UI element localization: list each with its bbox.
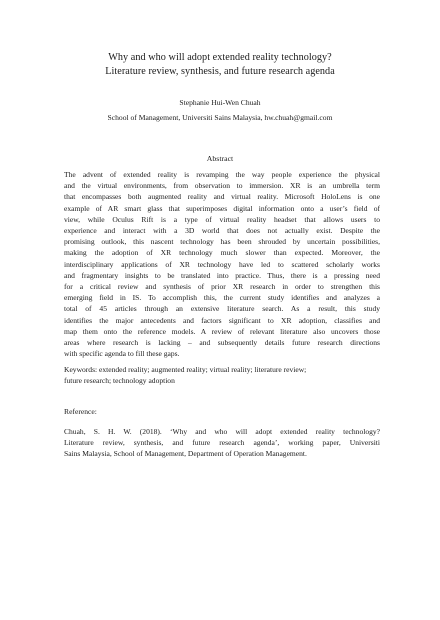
abstract-line: experience and interact with a 3D world that does not actually exist. Despite the xyxy=(64,226,380,236)
reference-line: Literature review, synthesis, and future research agenda’, working paper, Universiti xyxy=(64,438,380,448)
reference-heading: Reference: xyxy=(64,407,97,416)
keywords-line: Keywords: extended reality; augmented reality; virtual reality; literature review; xyxy=(64,365,307,374)
abstract-line: making the adoption of XR technology much slower than expected. Moreover, the xyxy=(64,248,380,258)
abstract-body xyxy=(64,169,380,359)
abstract-heading: Abstract xyxy=(206,154,234,163)
abstract-line: promising outlook, this nascent technology has been shrouded by uncertain possibilities, xyxy=(64,237,380,247)
author-name: Stephanie Hui-Wen Chuah xyxy=(179,98,261,107)
abstract-line: identifies the major antecedents and factors significant to XR adoption, classifies and xyxy=(64,315,380,325)
abstract-line: that encompasses both augmented reality and virtual reality. Microsoft HoloLens is one xyxy=(64,192,380,202)
abstract-line: and the virtual environments, from observation to immersion. XR is an umbrella term xyxy=(64,181,380,191)
paper-title-line-1: Why and who will adopt extended reality technology? xyxy=(108,52,332,63)
keywords-line: future research; technology adoption xyxy=(64,376,175,386)
abstract-line: with specific agenda to fill these gaps. xyxy=(64,349,180,359)
reference-line: Chuah, S. H. W. (2018). ‘Why and who will adopt extended reality technology? xyxy=(64,427,380,436)
abstract-line: The advent of extended reality is revamping the way people experience the physical xyxy=(64,170,380,179)
abstract-line: emerging field in IS. To accomplish this, the current study identifies and analyzes a xyxy=(64,293,380,303)
reference-citation xyxy=(64,426,380,460)
abstract-line: map them onto the reference models. A review of relevant literature also uncovers those xyxy=(64,326,380,336)
keywords xyxy=(64,364,380,386)
abstract-line: and fragmentary insights to be translated into practice. Thus, there is a pressing need xyxy=(64,270,380,280)
abstract-line: view, while Oculus Rift is a type of virtual reality headset that allows users to xyxy=(64,214,380,224)
author-affiliation: School of Management, Universiti Sains Malaysia, hw.chuah@gmail.com xyxy=(107,113,333,122)
abstract-line: example of AR smart glass that superimposes digital information onto a user’s field of xyxy=(64,203,380,213)
reference-line: Sains Malaysia, School of Management, Department of Operation Management. xyxy=(64,449,307,459)
abstract-line: interdisciplinary applications of XR technology have led to scattered scholarly works xyxy=(64,259,380,269)
abstract-line: for a critical review and synthesis of prior XR research in order to strengthen this xyxy=(64,282,380,292)
paper-title-line-2: Literature review, synthesis, and future research agenda xyxy=(105,66,335,77)
abstract-line: total of 45 articles through an extensive literature search. As a result, this study xyxy=(64,304,380,314)
abstract-line: areas where research is lacking – and subsequently details future research directions xyxy=(64,338,380,348)
